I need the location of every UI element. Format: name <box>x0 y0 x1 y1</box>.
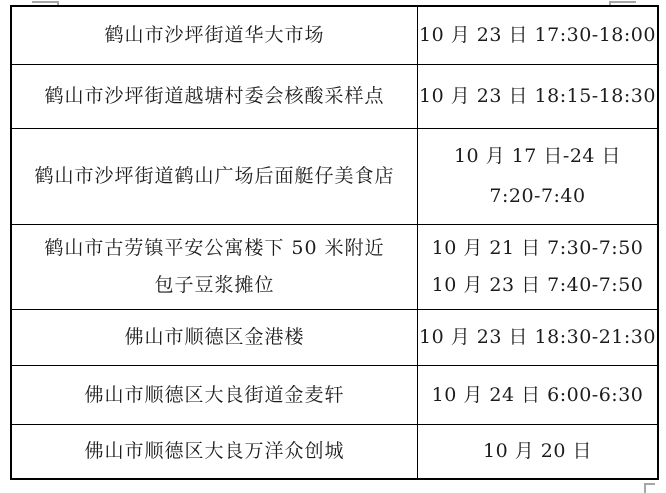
location-text: 鹤山市沙坪街道越塘村委会核酸采样点 <box>44 85 385 107</box>
location-cell <box>11 6 418 64</box>
location-text: 包子豆浆摊位 <box>154 273 275 296</box>
time-cell <box>418 424 659 479</box>
time-text: 10 月 23 日 18:15-18:30 <box>419 85 656 107</box>
table-row <box>11 6 658 64</box>
time-cell <box>418 64 659 128</box>
time-text: 10 月 17 日-24 日 <box>453 144 622 167</box>
table-row <box>11 224 658 309</box>
location-text: 佛山市顺德区大良万洋众创城 <box>84 440 345 463</box>
location-text: 鹤山市古劳镇平安公寓楼下 50 米附近 <box>44 237 385 260</box>
time-text: 10 月 21 日 7:30-7:50 <box>431 237 644 260</box>
location-cell <box>11 128 418 224</box>
time-text: 10 月 24 日 6:00-6:30 <box>431 383 644 406</box>
location-cell <box>11 64 418 128</box>
table-row <box>11 128 658 224</box>
location-time-table <box>10 5 659 480</box>
table-body <box>11 6 658 479</box>
location-text: 鹤山市沙坪街道鹤山广场后面艇仔美食店 <box>34 165 395 187</box>
table-row <box>11 424 658 479</box>
table-row <box>11 309 658 365</box>
time-cell <box>418 6 659 64</box>
time-text: 10 月 20 日 <box>483 440 592 463</box>
time-text: 10 月 23 日 18:30-21:30 <box>419 326 656 348</box>
table-row <box>11 365 658 424</box>
time-text: 7:20-7:40 <box>489 185 586 208</box>
location-cell <box>11 224 418 309</box>
location-text: 鹤山市沙坪街道华大市场 <box>104 24 325 47</box>
location-cell <box>11 424 418 479</box>
location-cell <box>11 309 418 365</box>
location-cell <box>11 365 418 424</box>
time-text: 10 月 23 日 17:30-18:00 <box>419 24 656 47</box>
time-cell <box>418 224 659 309</box>
time-cell <box>418 309 659 365</box>
table-resize-handle <box>644 483 655 493</box>
table-row <box>11 64 658 128</box>
time-cell <box>418 365 659 424</box>
time-text: 10 月 23 日 7:40-7:50 <box>431 273 644 296</box>
location-text: 佛山市顺德区大良街道金麦轩 <box>84 383 345 406</box>
time-cell <box>418 128 659 224</box>
location-text: 佛山市顺德区金港楼 <box>124 326 305 348</box>
